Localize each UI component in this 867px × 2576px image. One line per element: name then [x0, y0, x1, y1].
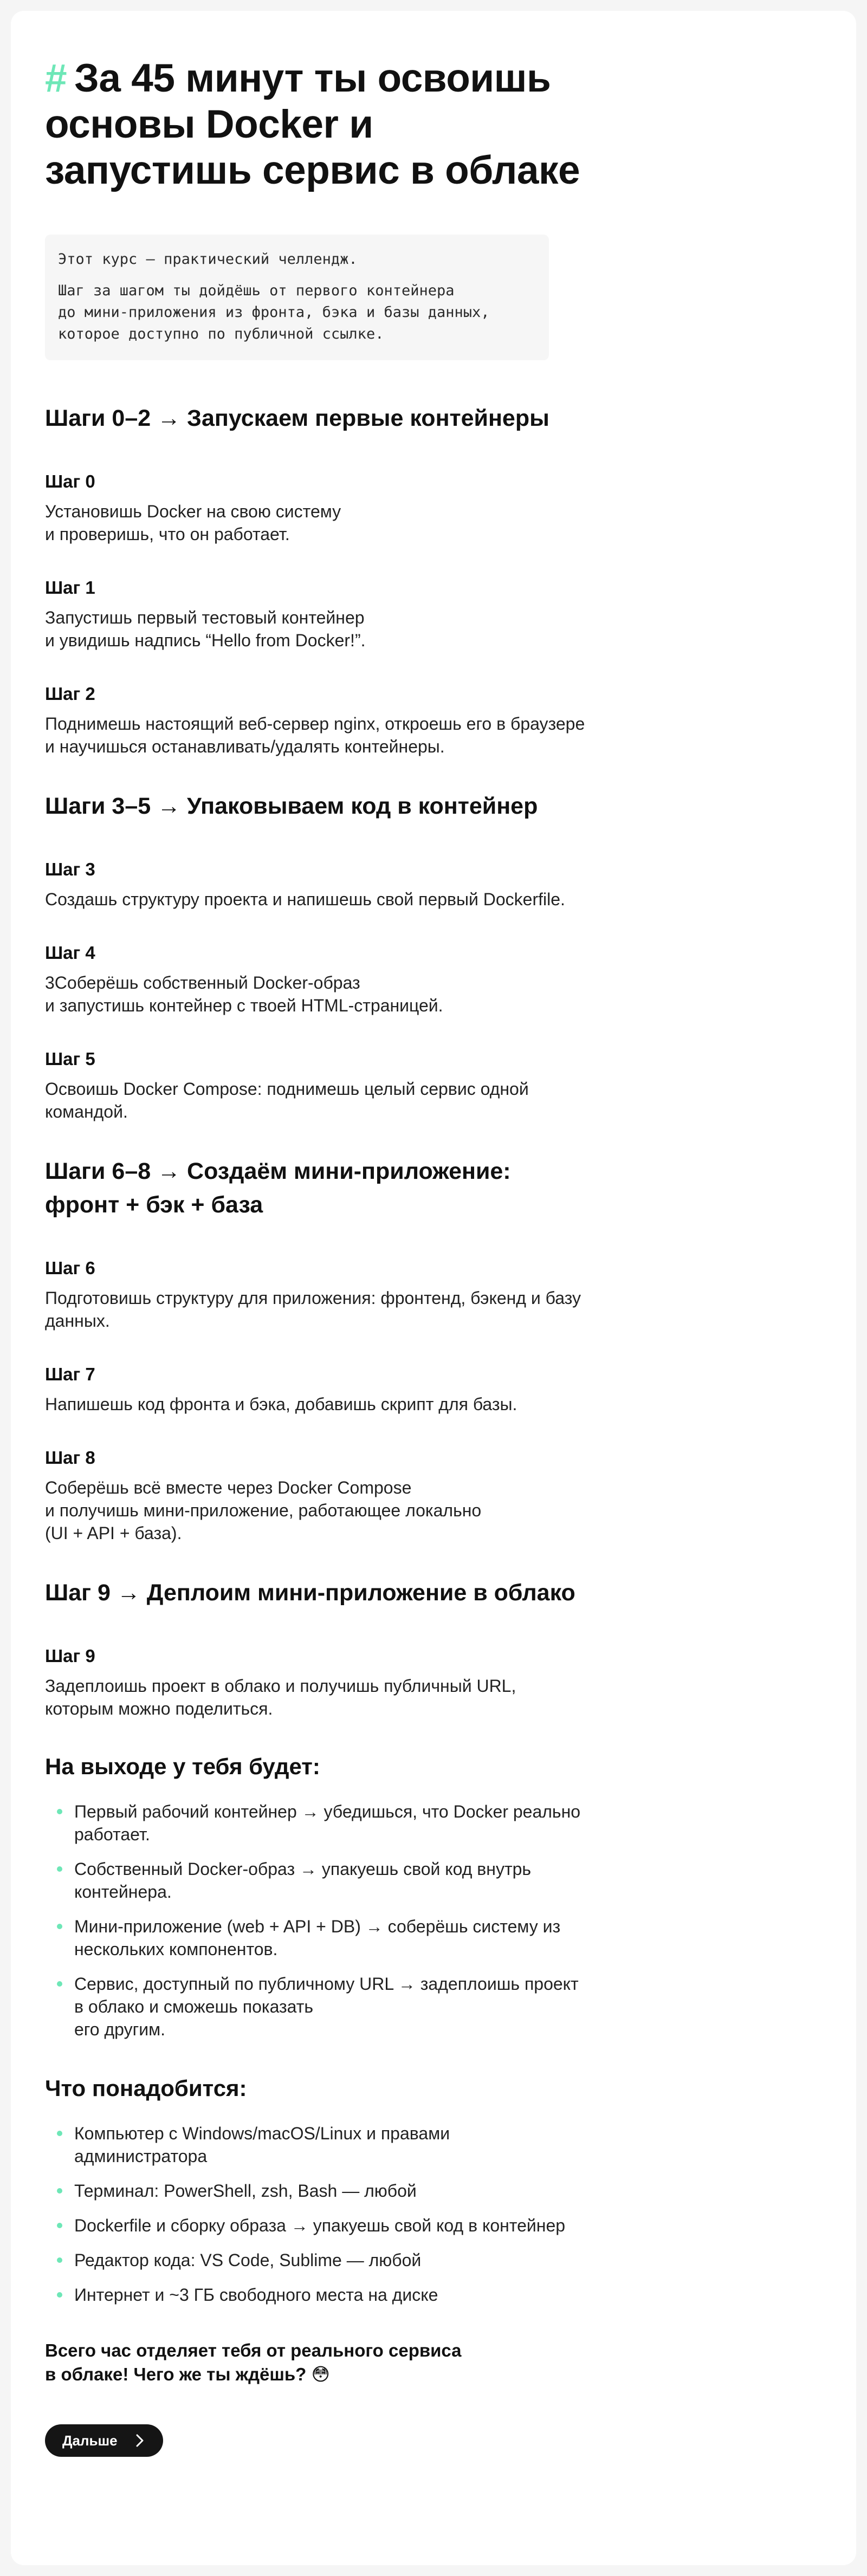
- list-item: [45, 2249, 587, 2272]
- step-label: Шаг 7: [45, 1364, 95, 1384]
- step-label: Шаг 0: [45, 471, 95, 491]
- requirements-list: [45, 2122, 587, 2306]
- bullet-icon: [57, 2223, 62, 2228]
- list-item: [45, 2283, 587, 2306]
- step-5: [45, 1048, 587, 1123]
- step-label: Шаг 6: [45, 1258, 95, 1278]
- list-item-text: Компьютер с Windows/macOS/Linux и правами администратора: [74, 2124, 450, 2166]
- hash-mark: #: [45, 56, 67, 100]
- step-text: Освоишь Docker Compose: поднимешь целый сервис одной командой.: [45, 1079, 529, 1121]
- step-text: Подготовишь структуру для приложения: фронтенд, бэкенд и базу данных.: [45, 1288, 581, 1331]
- course-content: [45, 55, 587, 2457]
- step-text: Создашь структуру проекта и напишешь свой первый Dockerfile.: [45, 890, 565, 909]
- step-0: [45, 471, 587, 546]
- intro-callout: [45, 235, 549, 360]
- step-label: Шаг 2: [45, 684, 95, 704]
- step-label: Шаг 9: [45, 1646, 95, 1666]
- bullet-icon: [57, 1981, 62, 1987]
- list-item: [45, 1858, 587, 1903]
- list-item-text: Собственный Docker-образ → упакуешь свой код внутрь контейнера.: [74, 1859, 532, 1902]
- step-text: Соберёшь всё вместе через Docker Compose и получишь мини-приложение, работающее локально (UI + API + база).: [45, 1478, 482, 1543]
- next-button[interactable]: [45, 2424, 163, 2457]
- bullet-icon: [57, 2257, 62, 2263]
- list-item: [45, 2179, 587, 2202]
- step-text: Задеплоишь проект в облако и получишь публичный URL, которым можно поделиться.: [45, 1676, 516, 1718]
- step-label: Шаг 5: [45, 1049, 95, 1069]
- section-title: Шаг 9 → Деплоим мини-приложение в облако: [45, 1580, 575, 1606]
- list-item: [45, 1800, 587, 1846]
- step-1: [45, 577, 587, 652]
- step-label: Шаг 4: [45, 943, 95, 963]
- step-label: Шаг 3: [45, 859, 95, 879]
- section-title: Шаги 6–8 → Создаём мини-приложение: фронт + бэк + база: [45, 1158, 511, 1218]
- closing-text: Всего час отделяет тебя от реального сервиса в облаке! Чего же ты ждёшь? 😳: [45, 2340, 462, 2384]
- list-item-text: Dockerfile и сборку образа → упакуешь свой код в контейнер: [74, 2216, 566, 2235]
- next-button-label: Дальше: [62, 2432, 118, 2449]
- bullet-icon: [57, 1866, 62, 1872]
- bullet-icon: [57, 2188, 62, 2194]
- outcomes-title: На выходе у тебя будет:: [45, 1754, 320, 1779]
- step-text: Запустишь первый тестовый контейнер и увидишь надпись “Hello from Docker!”.: [45, 608, 366, 650]
- bullet-icon: [57, 2292, 62, 2298]
- intro-line-1: Этот курс — практический челлендж.: [58, 251, 358, 268]
- step-7: [45, 1364, 587, 1416]
- chevron-right-icon: [136, 2434, 144, 2447]
- step-text: Напишешь код фронта и бэка, добавишь скрипт для базы.: [45, 1394, 517, 1414]
- list-item-text: Редактор кода: VS Code, Sublime — любой: [74, 2250, 422, 2270]
- list-item-text: Первый рабочий контейнер → убедишься, что Docker реально работает.: [74, 1802, 581, 1844]
- step-8: [45, 1447, 587, 1545]
- step-4: [45, 942, 587, 1017]
- page-title-text: За 45 минут ты освоишь основы Docker и запустишь сервис в облаке: [45, 56, 580, 192]
- list-item-text: Интернет и ~3 ГБ свободного места на диске: [74, 2285, 438, 2305]
- requirements-title: Что понадобится:: [45, 2075, 247, 2101]
- section-steps-6-8: [45, 1154, 587, 1545]
- list-item: [45, 1915, 587, 1961]
- list-item-text: Мини-приложение (web + API + DB) → соберёшь систему из нескольких компонентов.: [74, 1917, 561, 1959]
- step-9: [45, 1645, 587, 1720]
- list-item: [45, 2122, 587, 2168]
- course-page: [11, 11, 856, 2565]
- bullet-icon: [57, 2131, 62, 2136]
- step-text: 3Соберёшь собственный Docker-образ и запустишь контейнер с твоей HTML-страницей.: [45, 973, 443, 1015]
- step-6: [45, 1257, 587, 1332]
- step-label: Шаг 8: [45, 1448, 95, 1468]
- section-step-9: [45, 1576, 587, 1720]
- section-steps-3-5: [45, 789, 587, 1123]
- section-title: Шаги 3–5 → Упаковываем код в контейнер: [45, 793, 538, 819]
- list-item: [45, 2214, 587, 2237]
- step-3: [45, 859, 587, 911]
- step-text: Поднимешь настоящий веб-сервер nginx, откроешь его в браузере и научишься останавливать/удалять контейнеры.: [45, 714, 585, 756]
- bullet-icon: [57, 1924, 62, 1929]
- outcomes-list: [45, 1800, 587, 2041]
- list-item-text: Терминал: PowerShell, zsh, Bash — любой: [74, 2181, 417, 2201]
- page-title: [45, 55, 587, 193]
- intro-line-2: Шаг за шагом ты дойдёшь от первого контейнера до мини-приложения из фронта, бэка и базы данных, которое доступно по публичной ссылке.: [58, 282, 490, 342]
- section-steps-0-2: [45, 401, 587, 758]
- list-item-text: Сервис, доступный по публичному URL → задеплоишь проект в облако и сможешь показать его другим.: [74, 1974, 579, 2039]
- bullet-icon: [57, 1809, 62, 1814]
- step-2: [45, 683, 587, 758]
- step-label: Шаг 1: [45, 578, 95, 598]
- list-item: [45, 1972, 587, 2041]
- section-title: Шаги 0–2 → Запускаем первые контейнеры: [45, 405, 549, 431]
- step-text: Установишь Docker на свою систему и проверишь, что он работает.: [45, 502, 341, 544]
